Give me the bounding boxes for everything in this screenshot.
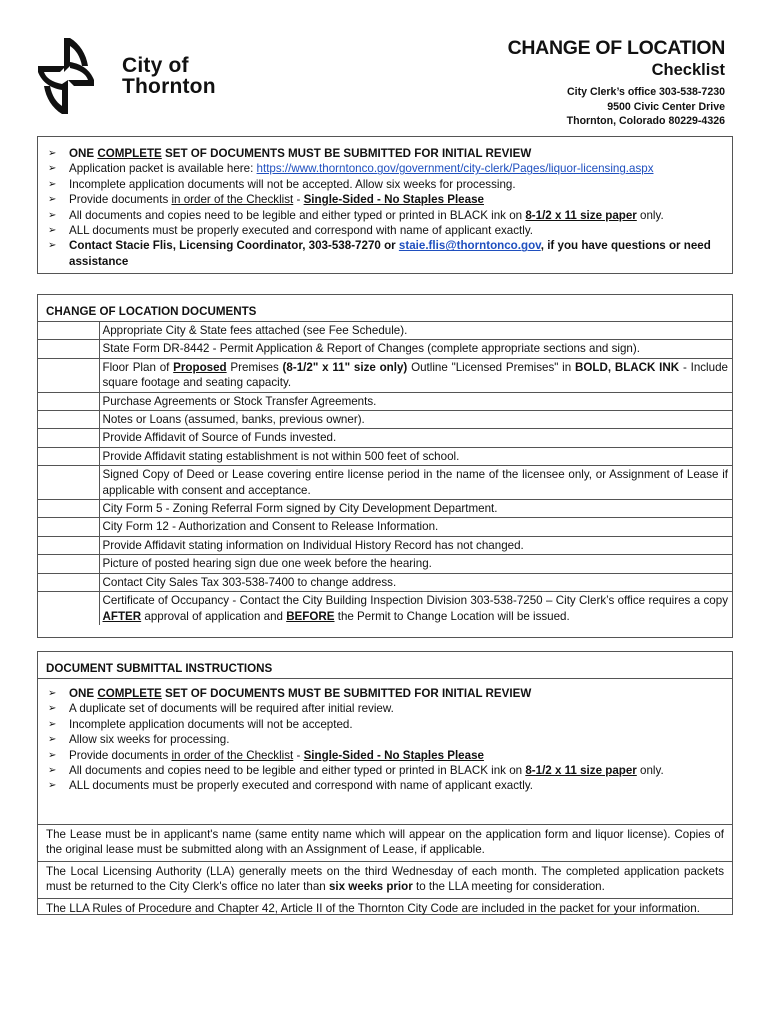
checkbox-cell[interactable] (38, 500, 99, 518)
submittal-list (46, 686, 724, 794)
documents-table (38, 322, 732, 625)
table-cell: City Form 5 - Zoning Referral Form signed by City Development Department. (99, 500, 732, 518)
table-cell: Notes or Loans (assumed, banks, previous owner). (99, 411, 732, 429)
lease-paragraph: The Lease must be in applicant's name (same entity name which will appear on the application form and liquor license). Copies of the original lease must be submitted along with an Assignment of Lease, if applicable. (38, 825, 732, 862)
lla-meeting-paragraph: The Local Licensing Authority (LLA) generally meets on the third Wednesday of each month. The completed application packets must be returned to the City Clerk's office no later than six weeks prior to the LLA meeting for consideration. (38, 862, 732, 899)
submittal-heading: DOCUMENT SUBMITTAL INSTRUCTIONS (38, 652, 732, 679)
checkbox-cell[interactable] (38, 466, 99, 500)
list-item: ➢ Incomplete application documents will not be accepted. (48, 717, 353, 731)
table-row (38, 536, 732, 554)
title-block (508, 37, 725, 129)
contact-email-link[interactable]: staie.flis@thorntonco.gov (398, 239, 541, 253)
table-row (38, 573, 732, 591)
checkbox-cell[interactable] (38, 358, 99, 392)
checkbox-cell[interactable] (38, 411, 99, 429)
list-item: ➢ All documents and copies need to be legible and either typed or printed in BLACK ink on 8-1/2 x 11 size paper only. (48, 764, 664, 778)
checkbox-cell[interactable] (38, 322, 99, 340)
table-cell: Floor Plan of Proposed Premises (8-1/2" x 11" size only) Outline "Licensed Premises" in BOLD, BLACK INK - Include square footage and seating capacity. (99, 358, 732, 392)
table-row (38, 555, 732, 573)
arrow-bullet-icon: ➢ (48, 688, 57, 699)
arrow-bullet-icon: ➢ (48, 703, 57, 715)
table-row (38, 340, 732, 358)
table-cell: Signed Copy of Deed or Lease covering entire license period in the name of the licensee only, or Assignment of Lease if applicable with consent and acceptance. (99, 466, 732, 500)
page-title: CHANGE OF LOCATION (507, 37, 725, 59)
checkbox-cell[interactable] (38, 518, 99, 536)
checkbox-cell[interactable] (38, 555, 99, 573)
arrow-bullet-icon: ➢ (48, 194, 57, 206)
logo-wordmark (122, 55, 216, 97)
arrow-bullet-icon: ➢ (48, 780, 57, 792)
table-cell: Appropriate City & State fees attached (see Fee Schedule). (102, 324, 408, 337)
list-item: ➢ ALL documents must be properly executed and correspond with name of applicant exactly. (48, 224, 534, 238)
table-row (38, 322, 732, 340)
checkbox-cell[interactable] (38, 340, 99, 358)
office-phone: City Clerk’s office 303-538-7230 (566, 86, 725, 98)
city-logo-icon (36, 36, 96, 116)
checkbox-cell[interactable] (38, 592, 99, 625)
application-packet-link[interactable]: https://www.thorntonco.gov/government/city-clerk/Pages/liquor-licensing.aspx (256, 162, 654, 176)
table-cell: State Form DR-8442 - Permit Application & Report of Changes (complete appropriate sections and sign). (99, 340, 732, 358)
table-row (38, 392, 732, 410)
list-item: ➢ Provide documents in order of the Checklist - Single-Sided - No Staples Please (48, 748, 484, 762)
logo-line-2: Thornton (122, 75, 216, 98)
checkbox-cell[interactable] (38, 447, 99, 465)
intro-box (37, 136, 733, 274)
list-item: ➢ ONE COMPLETE SET OF DOCUMENTS MUST BE SUBMITTED FOR INITIAL REVIEW (48, 687, 532, 700)
office-city: Thornton, Colorado 80229-4326 (566, 115, 725, 127)
checkbox-cell[interactable] (38, 573, 99, 591)
table-row (38, 500, 732, 518)
documents-heading: CHANGE OF LOCATION DOCUMENTS (38, 295, 732, 322)
table-cell: City Form 12 - Authorization and Consent to Release Information. (99, 518, 732, 536)
submittal-box (37, 651, 733, 915)
arrow-bullet-icon: ➢ (48, 765, 57, 777)
list-item: ➢ Incomplete application documents will not be accepted. Allow six weeks for processing. (48, 177, 516, 191)
arrow-bullet-icon: ➢ (48, 718, 57, 730)
arrow-bullet-icon: ➢ (48, 749, 57, 761)
table-row (38, 447, 732, 465)
checkbox-cell[interactable] (38, 536, 99, 554)
logo-line-1: City of (122, 54, 189, 77)
arrow-bullet-icon: ➢ (48, 163, 57, 175)
table-cell: Provide Affidavit of Source of Funds invested. (99, 429, 732, 447)
list-item: ➢ Contact Stacie Flis, Licensing Coordinator, 303-538-7270 or staie.flis@thorntonco.gov, if you have questions or need assistance (48, 239, 711, 268)
table-cell: Picture of posted hearing sign due one week before the hearing. (99, 555, 732, 573)
table-row (38, 411, 732, 429)
arrow-bullet-icon: ➢ (48, 240, 57, 252)
arrow-bullet-icon: ➢ (48, 225, 57, 237)
arrow-bullet-icon: ➢ (48, 734, 57, 746)
list-item: ➢ Application packet is available here: https://www.thorntonco.gov/government/city-clerk/Pages/liquor-licensing.aspx (48, 162, 654, 176)
list-item: ➢ A duplicate set of documents will be required after initial review. (48, 702, 394, 716)
table-cell: Provide Affidavit stating establishment is not within 500 feet of school. (99, 447, 732, 465)
documents-box (37, 294, 733, 638)
table-cell: Certificate of Occupancy - Contact the City Building Inspection Division 303-538-7250 – City Clerk’s office requires a copy AFTER approval of application and BEFORE the Permit to Change Location will be issued. (99, 592, 732, 625)
checkbox-cell[interactable] (38, 392, 99, 410)
checkbox-cell[interactable] (38, 429, 99, 447)
lla-rules-paragraph: The LLA Rules of Procedure and Chapter 42, Article II of the Thornton City Code are included in the packet for your information. (46, 901, 700, 915)
list-item: ➢ ONE COMPLETE SET OF DOCUMENTS MUST BE SUBMITTED FOR INITIAL REVIEW (48, 147, 532, 160)
table-row (38, 592, 732, 625)
list-item: ➢ ALL documents must be properly executed and correspond with name of applicant exactly. (48, 779, 534, 793)
arrow-bullet-icon: ➢ (48, 148, 57, 159)
table-cell: Purchase Agreements or Stock Transfer Agreements. (99, 392, 732, 410)
table-cell: Provide Affidavit stating information on Individual History Record has not changed. (99, 536, 732, 554)
table-cell: Contact City Sales Tax 303-538-7400 to change address. (99, 573, 732, 591)
arrow-bullet-icon: ➢ (48, 209, 57, 221)
table-row (38, 358, 732, 392)
table-row (38, 466, 732, 500)
office-street: 9500 Civic Center Drive (607, 100, 725, 113)
arrow-bullet-icon: ➢ (48, 178, 57, 190)
table-row (38, 518, 732, 536)
submittal-list-container (38, 679, 732, 825)
page-subtitle: Checklist (651, 61, 725, 79)
intro-list (46, 146, 724, 269)
table-row (38, 429, 732, 447)
list-item: ➢ Provide documents in order of the Checklist - Single-Sided - No Staples Please (48, 193, 484, 207)
list-item: ➢ All documents and copies need to be legible and either typed or printed in BLACK ink on 8-1/2 x 11 size paper only. (48, 208, 664, 222)
list-item: ➢ Allow six weeks for processing. (48, 733, 230, 747)
